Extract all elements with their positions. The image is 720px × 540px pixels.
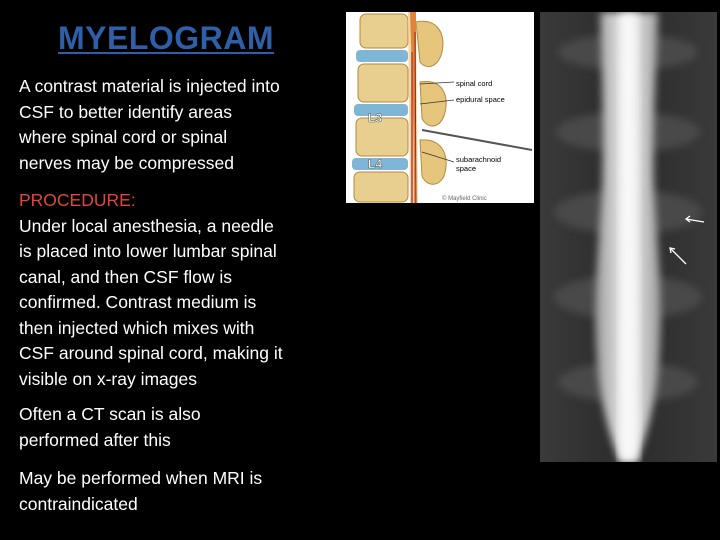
- intervertebral-disc: [356, 50, 408, 62]
- vertebra: [360, 14, 408, 48]
- procedure-paragraph: [19, 188, 345, 392]
- spine-anatomy-diagram: [346, 12, 534, 203]
- spine-diagram-illustration: [346, 12, 534, 203]
- text-line: canal, and then CSF flow is: [19, 266, 233, 287]
- text-line: performed after this: [19, 429, 171, 450]
- text-line: Often a CT scan is also: [19, 404, 201, 424]
- procedure-heading: PROCEDURE:: [19, 190, 136, 210]
- intro-paragraph: [19, 74, 345, 176]
- text-line: is placed into lower lumbar spinal: [19, 241, 277, 261]
- text-line: visible on x-ray images: [19, 368, 197, 389]
- label-space: space: [456, 164, 477, 173]
- label-subarachnoid: subarachnoid: [456, 155, 502, 164]
- text-line: A contrast material is injected into: [19, 76, 280, 96]
- vertebra-l3: [358, 64, 408, 102]
- xray-illustration: [540, 12, 717, 462]
- text-line: Under local anesthesia, a needle: [19, 215, 274, 236]
- label-epidural-space: epidural space: [456, 95, 505, 104]
- text-line: CSF to better identify areas: [19, 101, 233, 122]
- mri-paragraph: [19, 466, 345, 517]
- text-line: where spinal cord or spinal: [19, 127, 228, 147]
- text-line: May be performed when MRI is: [19, 468, 263, 488]
- copyright-text: © Mayfield Clinic: [442, 196, 487, 202]
- contrast-core: [618, 12, 640, 462]
- label-spinal-cord: spinal cord: [456, 79, 493, 88]
- text-line: then injected which mixes with: [19, 317, 255, 338]
- text-line: contraindicated: [19, 493, 138, 514]
- text-line: confirmed. Contrast medium is: [19, 292, 257, 312]
- label-l4: L4: [368, 157, 383, 171]
- myelogram-xray-image: [540, 12, 717, 462]
- page-title: MYELOGRAM: [58, 20, 275, 56]
- text-line: nerves may be compressed: [19, 152, 234, 173]
- text-line: CSF around spinal cord, making it: [19, 343, 283, 363]
- ct-scan-paragraph: [19, 402, 345, 453]
- vertebra: [354, 172, 408, 202]
- label-l3: L3: [368, 111, 383, 125]
